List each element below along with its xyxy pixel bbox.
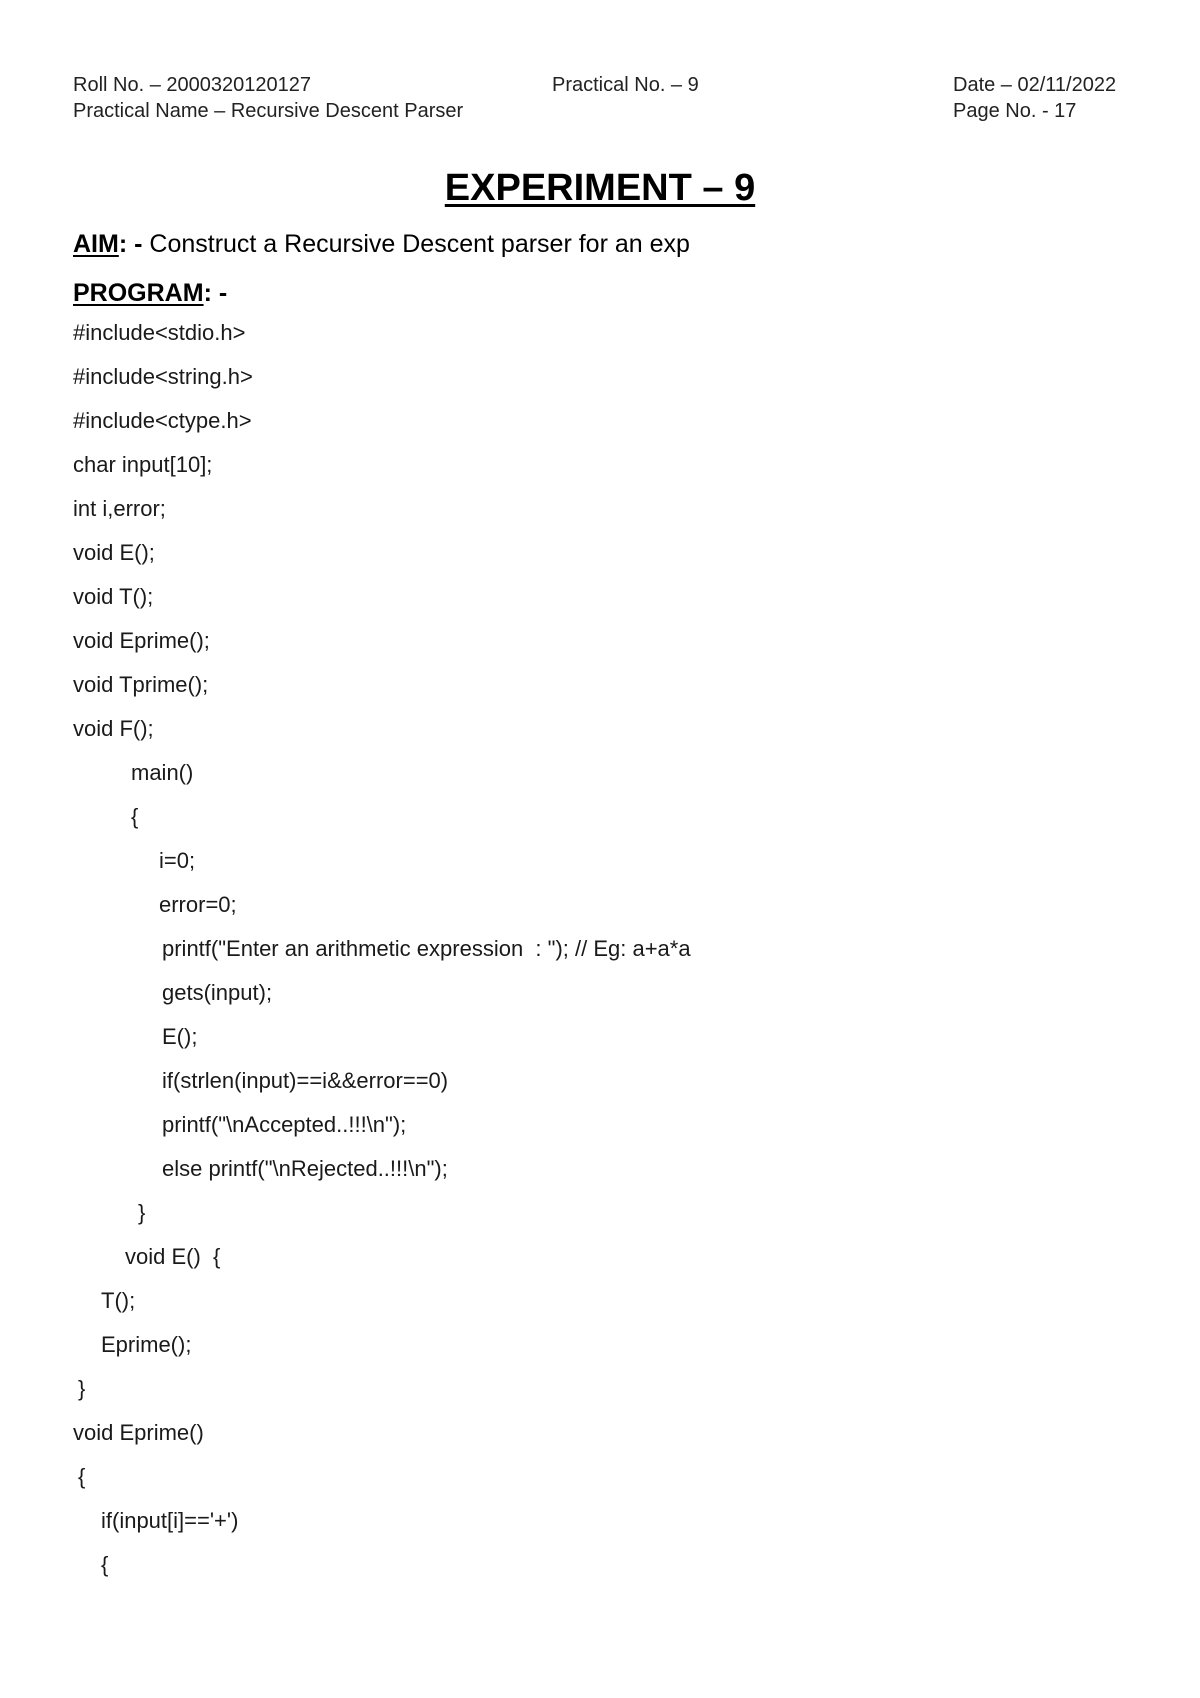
practical-number: Practical No. – 9 xyxy=(552,74,699,96)
code-line: #include<ctype.h> xyxy=(73,408,252,433)
program-label: PROGRAM xyxy=(73,279,204,307)
code-line: void Eprime() xyxy=(73,1420,204,1445)
aim-section xyxy=(73,229,690,259)
code-line: if(strlen(input)==i&&error==0) xyxy=(162,1068,449,1093)
code-line: void E() { xyxy=(125,1244,221,1269)
experiment-title xyxy=(0,166,1200,210)
code-line: char input[10]; xyxy=(73,452,213,477)
code-line: void F(); xyxy=(73,716,154,741)
program-separator: : - xyxy=(203,279,228,307)
code-line: T(); xyxy=(101,1288,136,1313)
experiment-title-text: EXPERIMENT – 9 xyxy=(444,167,756,209)
roll-number: Roll No. – 2000320120127 xyxy=(73,74,311,96)
practical-name: Practical Name – Recursive Descent Parser xyxy=(73,100,464,122)
code-line: error=0; xyxy=(159,892,237,917)
code-line: { xyxy=(131,804,139,829)
code-line: E(); xyxy=(162,1024,198,1049)
code-line: void T(); xyxy=(73,584,154,609)
code-line: i=0; xyxy=(159,848,196,873)
program-heading xyxy=(73,278,227,308)
code-line: Eprime(); xyxy=(101,1332,192,1357)
code-line: if(input[i]=='+') xyxy=(101,1508,239,1533)
aim-label: AIM xyxy=(73,230,119,258)
aim-separator: : - xyxy=(118,230,143,258)
code-line: } xyxy=(138,1200,146,1225)
code-line: main() xyxy=(131,760,194,785)
code-line: { xyxy=(78,1464,86,1489)
code-line: #include<string.h> xyxy=(73,364,253,389)
practical-date: Date – 02/11/2022 xyxy=(953,74,1117,96)
code-line: gets(input); xyxy=(162,980,273,1005)
code-line: else printf("\nRejected..!!!\n"); xyxy=(162,1156,448,1181)
code-line: int i,error; xyxy=(73,496,166,521)
code-line: void Eprime(); xyxy=(73,628,210,653)
code-line: void Tprime(); xyxy=(73,672,209,697)
code-line: #include<stdio.h> xyxy=(73,320,246,345)
code-line: printf("\nAccepted..!!!\n"); xyxy=(162,1112,407,1137)
code-line: void E(); xyxy=(73,540,155,565)
code-line: { xyxy=(101,1552,109,1577)
aim-text: Construct a Recursive Descent parser for an exp xyxy=(142,230,690,258)
code-line: printf("Enter an arithmetic expression : "); // Eg: a+a*a xyxy=(162,936,691,961)
code-line: } xyxy=(78,1376,86,1401)
page-number: Page No. - 17 xyxy=(953,100,1077,122)
